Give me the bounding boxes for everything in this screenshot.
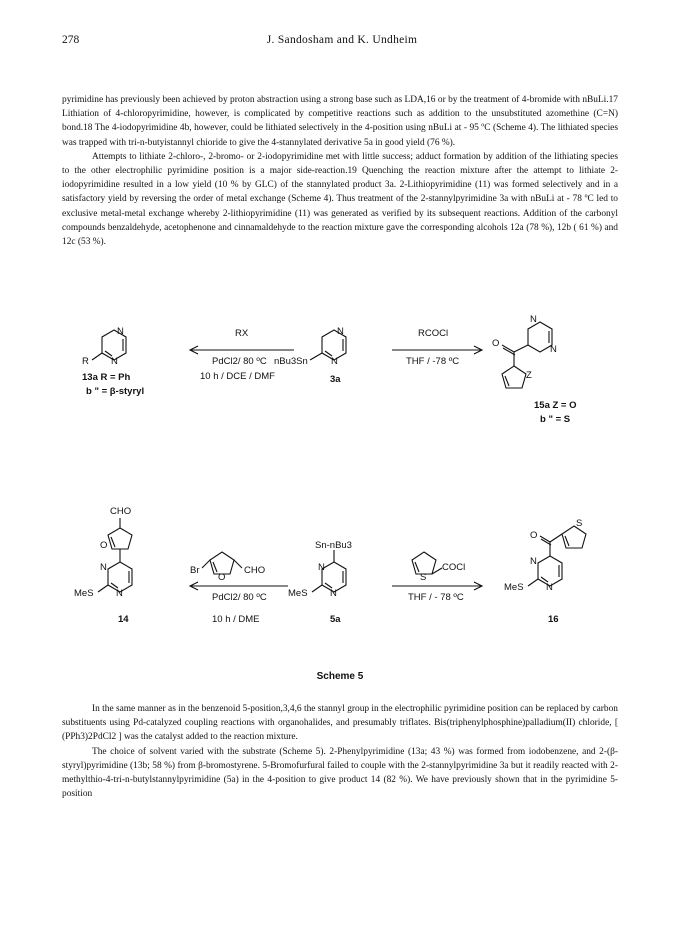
compound-label-13: 13a R = Ph: [82, 372, 131, 383]
substituent-r: R: [82, 356, 89, 367]
substituent-snbu3: Sn-nBu3: [315, 540, 352, 551]
substituent-br: Br: [190, 565, 200, 576]
compound-label-15b: b " = S: [540, 414, 571, 425]
atom-label-n: N: [116, 588, 123, 599]
conditions-pdcl2: PdCl2/ 80 ºC: [212, 356, 267, 367]
substituent-mes: MeS: [74, 588, 94, 599]
atom-label-n: N: [331, 356, 338, 367]
conditions-thf: THF / -78 ºC: [406, 356, 460, 367]
atom-label-o: O: [492, 338, 500, 349]
atom-label-n: N: [530, 556, 537, 567]
atom-label-o: O: [100, 540, 108, 551]
reagent-cho: CHO: [244, 565, 266, 576]
conditions-pdcl2: PdCl2/ 80 ºC: [212, 592, 267, 603]
reaction-scheme: [62, 300, 622, 700]
atom-label-n: N: [111, 356, 118, 367]
reagent-rx: RX: [235, 328, 249, 339]
compound-label-16: 16: [548, 614, 559, 625]
paragraph: Attempts to lithiate 2-chloro-, 2-bromo- or 2-iodopyrimidine met with little success; adduct formation by addition of the lithiating species to the other electrophilic pyrimidine position is a major side-reaction.19 Quenching the reaction mixture after the attempt to lithiate 2-iodopyrimidine resulted in a low yield (10 % by GLC) of the stannylated product 3a. 2-Lithiopyrimidine (11) was formed selectively and in a satisfactory yield by reversing the order of metal exchange (Scheme 4). Thus treatment of the 2-stannylpyrimidine 3a with nBuLi at - 78 ºC led to exclusive metal-metal exchange whereby 2-lithiopyrimidine (11) was generated as verified by its subsequent reactions. Addition of the carbonyl compounds benzaldehyde, acetophenone and cinnamaldehyde to the reaction mixture gave the corresponding alcohols 12a (78 %), 12b ( 61 %) and 12c (53 %).: [62, 151, 618, 248]
atom-label-o: O: [530, 530, 538, 541]
compound-label-14: 14: [118, 614, 129, 625]
atom-label-o: O: [218, 572, 226, 583]
running-head: J. Sandosham and K. Undheim: [266, 34, 418, 46]
substituent-nbu3sn: nBu3Sn: [274, 356, 308, 367]
bromofurfural-structure: [202, 552, 242, 574]
paragraph: In the same manner as in the benzenoid 5-position,3,4,6 the stannyl group in the electrophilic pyrimidine position can be replaced by carbon substituents using Pd-catalyzed coupling reactions with organohalides, and presumably triflates. Bis(triphenylphosphine)palladium(II) chloride, [ (PPh3)2PdCl2 ] was the catalyst added to the reaction mixture.: [62, 704, 618, 743]
body-text-top: [62, 93, 618, 249]
paragraph: The choice of solvent varied with the substrate (Scheme 5). 2-Phenylpyrimidine (13a; 43 %) was formed from iodobenzene, and 2-(β-styryl)pyrimidine (13b; 58 %) from β-bromostyrene. 5-Bromofurfural failed to couple with the 2-stannylpyrimidine 3a but it readily reacted with 2-methylthio-4-tri-n-butylstannylpyrimidine (5a) in the 4-position to give product 14 (82 %). We have previously shown that in the pyrimidine 5-position: [62, 746, 618, 800]
atom-label-n: N: [530, 314, 537, 325]
compound-14-structure: [98, 518, 132, 592]
conditions-solvent: 10 h / DCE / DMF: [200, 371, 275, 382]
reagent-rcocl: RCOCl: [418, 328, 449, 339]
page-number: 278: [62, 34, 80, 46]
conditions-thf: THF / - 78 ºC: [408, 592, 464, 603]
page-header: [62, 34, 622, 50]
atom-label-n: N: [117, 326, 124, 337]
atom-label-s: S: [420, 572, 427, 583]
atom-label-n: N: [100, 562, 107, 573]
top-arrows: [190, 346, 482, 354]
paragraph: pyrimidine has previously been achieved by proton abstraction using a strong base such as LDA,16 or by the treatment of 4-bromide with nBuLi.17 Lithiation of 4-chloropyrimidine, however, is complicated by competitive reactions such as addition to the unsubstituted azomethine (C=N) bond.18 The 4-iodopyrimidine 4b, however, could be lithiated selectively in the 4-position using nBuLi at - 95 ºC (Scheme 4). The lithiated species was trapped with tri-n-butyistannyl chioride to give the 4-stannylated derivative 5a in good yield (76 %).: [62, 95, 618, 148]
atom-label-n: N: [330, 588, 337, 599]
compound-label-13b: b " = β-styryl: [86, 386, 145, 397]
compound-label-5a: 5a: [330, 614, 341, 625]
body-text-bottom: [62, 702, 618, 801]
atom-label-n: N: [318, 562, 325, 573]
atom-label-s: S: [576, 518, 583, 529]
substituent-mes: MeS: [504, 582, 524, 593]
atom-label-n: N: [550, 344, 557, 355]
substituent-mes: MeS: [288, 588, 308, 599]
atom-label-n: N: [546, 582, 553, 593]
compound-label-3a: 3a: [330, 374, 341, 385]
substituent-z: Z: [526, 370, 532, 381]
scheme-structures: [62, 300, 622, 700]
reagent-cocl: COCl: [442, 562, 466, 573]
conditions-dme: 10 h / DME: [212, 614, 260, 625]
compound-label-15: 15a Z = O: [534, 400, 577, 411]
scheme-caption: Scheme 5: [316, 671, 364, 682]
substituent-cho: CHO: [110, 506, 132, 517]
atom-label-n: N: [337, 326, 344, 337]
thenoyl-chloride-structure: [412, 552, 442, 574]
